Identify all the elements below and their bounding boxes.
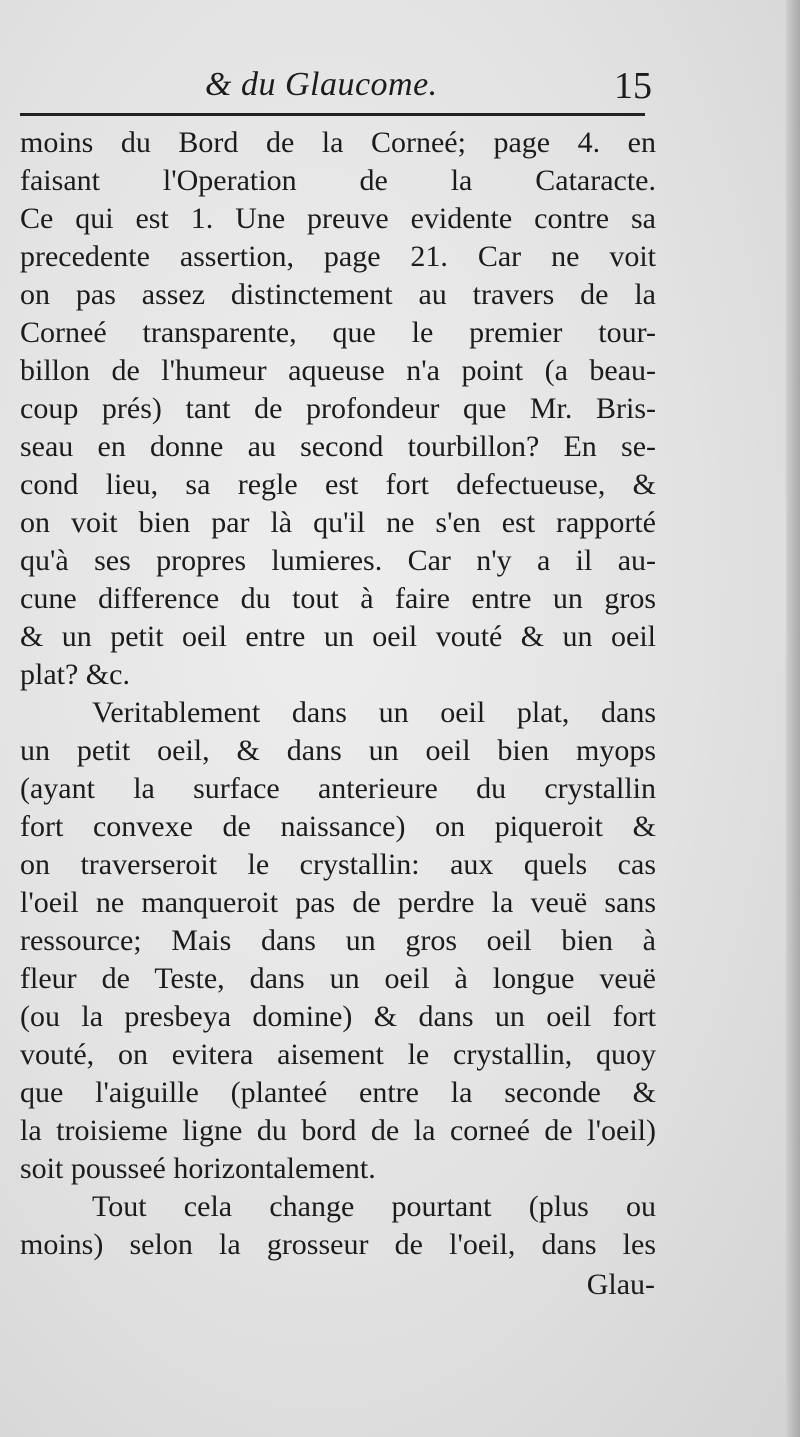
text-line: cune difference du tout à faire entre un gros — [20, 582, 656, 615]
text-line: la troisieme ligne du bord de la corneé de l'oeil) — [20, 1114, 656, 1147]
text-line: l'oeil ne manqueroit pas de perdre la veuë sans — [20, 886, 656, 919]
text-line: Veritablement dans un oeil plat, dans — [92, 696, 656, 729]
text-line: un petit oeil, & dans un oeil bien myops — [20, 734, 656, 767]
text-line: seau en donne au second tourbillon? En se- — [20, 430, 656, 463]
page-header — [20, 62, 660, 112]
text-line: moins du Bord de la Corneé; page 4. en — [20, 126, 656, 159]
text-line: qu'à ses propres lumieres. Car n'y a il au- — [20, 544, 656, 577]
text-line: vouté, on evitera aisement le crystallin, quoy — [20, 1038, 656, 1071]
catchword: Glau- — [586, 1268, 655, 1301]
text-line: ressource; Mais dans un gros oeil bien à — [20, 924, 656, 957]
text-line: faisant l'Operation de la Cataracte. — [20, 164, 656, 197]
text-line: billon de l'humeur aqueuse n'a point (a beau- — [20, 354, 656, 387]
text-line: soit pousseé horizontalement. — [20, 1152, 376, 1185]
text-line: on voit bien par là qu'il ne s'en est rapporté — [20, 506, 656, 539]
text-line: coup prés) tant de profondeur que Mr. Bris- — [20, 392, 656, 425]
text-line: on traverseroit le crystallin: aux quels cas — [20, 848, 656, 881]
page-number: 15 — [614, 65, 652, 107]
text-line: Corneé transparente, que le premier tour- — [20, 316, 656, 349]
text-line: precedente assertion, page 21. Car ne voit — [20, 240, 656, 273]
body-text — [20, 124, 656, 1264]
text-line: & un petit oeil entre un oeil vouté & un oeil — [20, 620, 656, 653]
text-line: Tout cela change pourtant (plus ou — [92, 1190, 656, 1223]
page-edge-shadow — [786, 0, 800, 1437]
text-line: moins) selon la grosseur de l'oeil, dans les — [20, 1228, 656, 1261]
running-head: & du Glaucome. — [205, 66, 438, 103]
text-line: on pas assez distinctement au travers de la — [20, 278, 656, 311]
text-line: que l'aiguille (planteé entre la seconde & — [20, 1076, 656, 1109]
text-line: Ce qui est 1. Une preuve evidente contre sa — [20, 202, 656, 235]
text-line: cond lieu, sa regle est fort defectueuse, & — [20, 468, 656, 501]
header-rule — [20, 113, 645, 116]
text-line: plat? &c. — [20, 658, 130, 691]
text-line: fleur de Teste, dans un oeil à longue veuë — [20, 962, 656, 995]
text-line: fort convexe de naissance) on piqueroit & — [20, 810, 656, 843]
text-line: (ou la presbeya domine) & dans un oeil fort — [20, 1000, 656, 1033]
text-line: (ayant la surface anterieure du crystallin — [20, 772, 656, 805]
